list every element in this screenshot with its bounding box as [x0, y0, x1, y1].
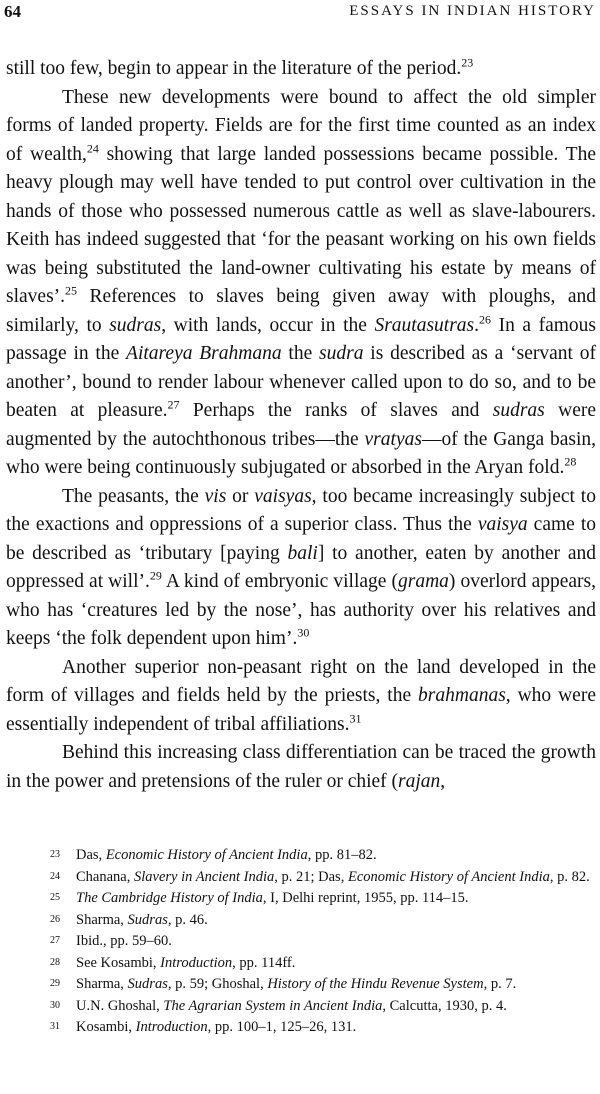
paragraph: These new developments were bound to affect the old simpler forms of landed property. Fields are for the first time counted as an index of wealth,$^{24}$ showing that large landed possessions became possible. The heavy plough may well have tended to put control over cultivation in the hands of those who possessed numerous cattle as well as slave-labourers. Keith has indeed suggested that ‘for the peasant working on his own fields was being substituted the land-owner cultivating his estate by means of slaves’.$^{25}$ References to slaves being given away with ploughs, and similarly, to sudras, with lands, occur in the Srautasutras.$^{26}$ In a famous passage in the Aitareya Brahmana the sudra is described as a ‘servant of another’, bound to render labour whenever called upon to do so, and to be beaten at pleasure.$^{27}$ Perhaps the ranks of slaves and sudras were augmented by the autochthonous tribes—the vratyas—of the Ganga basin, who were being continuously subjugated or absorbed in the Aryan fold.$^{28}$ — [6, 86, 596, 478]
paragraph: The peasants, the vis or vaisyas, too became increasingly subject to the exactions and oppressions of a superior class. Thus the vaisya came to be described as ‘tributary [paying bali] to another, eaten by another and oppressed at will’.$^{29}$ A kind of embryonic village (grama) overlord appears, who has ‘creatures led by the nose’, has authority over his relatives and keeps ‘the folk dependent upon him’.$^{30}$ — [6, 485, 596, 649]
footnote — [48, 868, 594, 888]
footnote — [48, 997, 594, 1017]
footnote-number: 23 — [50, 849, 60, 860]
footnote-number: 24 — [50, 870, 60, 882]
footnote — [48, 1018, 594, 1038]
footnote-number: 29 — [50, 978, 60, 989]
paragraph: Behind this increasing class differentiation can be traced the growth in the power and pretensions of the ruler or chief (rajan, — [6, 742, 596, 792]
footnote — [48, 911, 594, 931]
footnote-number: 30 — [50, 999, 60, 1011]
footnote — [48, 889, 594, 909]
footnote-text: U.N. Ghoshal, The Agrarian System in Ancient India, Calcutta, 1930, p. 4. — [76, 997, 507, 1014]
footnote-number: 28 — [50, 956, 60, 968]
footnote — [48, 975, 594, 995]
footnote-text: Sharma, Sudras, p. 46. — [76, 911, 208, 928]
footnote-text: The Cambridge History of India, I, Delhi reprint, 1955, pp. 114–15. — [76, 890, 469, 906]
footnote-number: 31 — [50, 1021, 60, 1032]
footnote — [48, 932, 594, 952]
footnote-text: Das, Economic History of Ancient India, pp. 81–82. — [76, 847, 377, 863]
footnote-number: 27 — [50, 935, 60, 946]
footnote-text: Chanana, Slavery in Ancient India, p. 21; Das, Economic History of Ancient India, p. 82. — [76, 868, 590, 885]
footnote-number: 25 — [50, 892, 60, 903]
footnote — [48, 954, 594, 974]
footnote-text: Sharma, Sudras, p. 59; Ghoshal, History of the Hindu Revenue System, p. 7. — [76, 976, 517, 992]
body-text — [6, 55, 596, 796]
footnote-text: Kosambi, Introduction, pp. 100–1, 125–26, 131. — [76, 1019, 357, 1035]
page-number: 64 — [4, 2, 21, 21]
paragraph: Another superior non-peasant right on the land developed in the form of villages and fields held by the priests, the brahmanas, who were essentially independent of tribal affiliations.$^{31}$ — [6, 656, 596, 735]
footnote-text: See Kosambi, Introduction, pp. 114ff. — [76, 954, 296, 971]
page-header — [0, 0, 600, 24]
footnote-text: Ibid., pp. 59–60. — [76, 933, 172, 949]
paragraph: still too few, begin to appear in the literature of the period.$^{23}$ — [6, 55, 474, 79]
footnote — [48, 846, 594, 866]
footnote-number: 26 — [50, 913, 60, 925]
footnotes — [48, 846, 594, 1040]
running-title: ESSAYS IN INDIAN HISTORY — [349, 3, 596, 19]
